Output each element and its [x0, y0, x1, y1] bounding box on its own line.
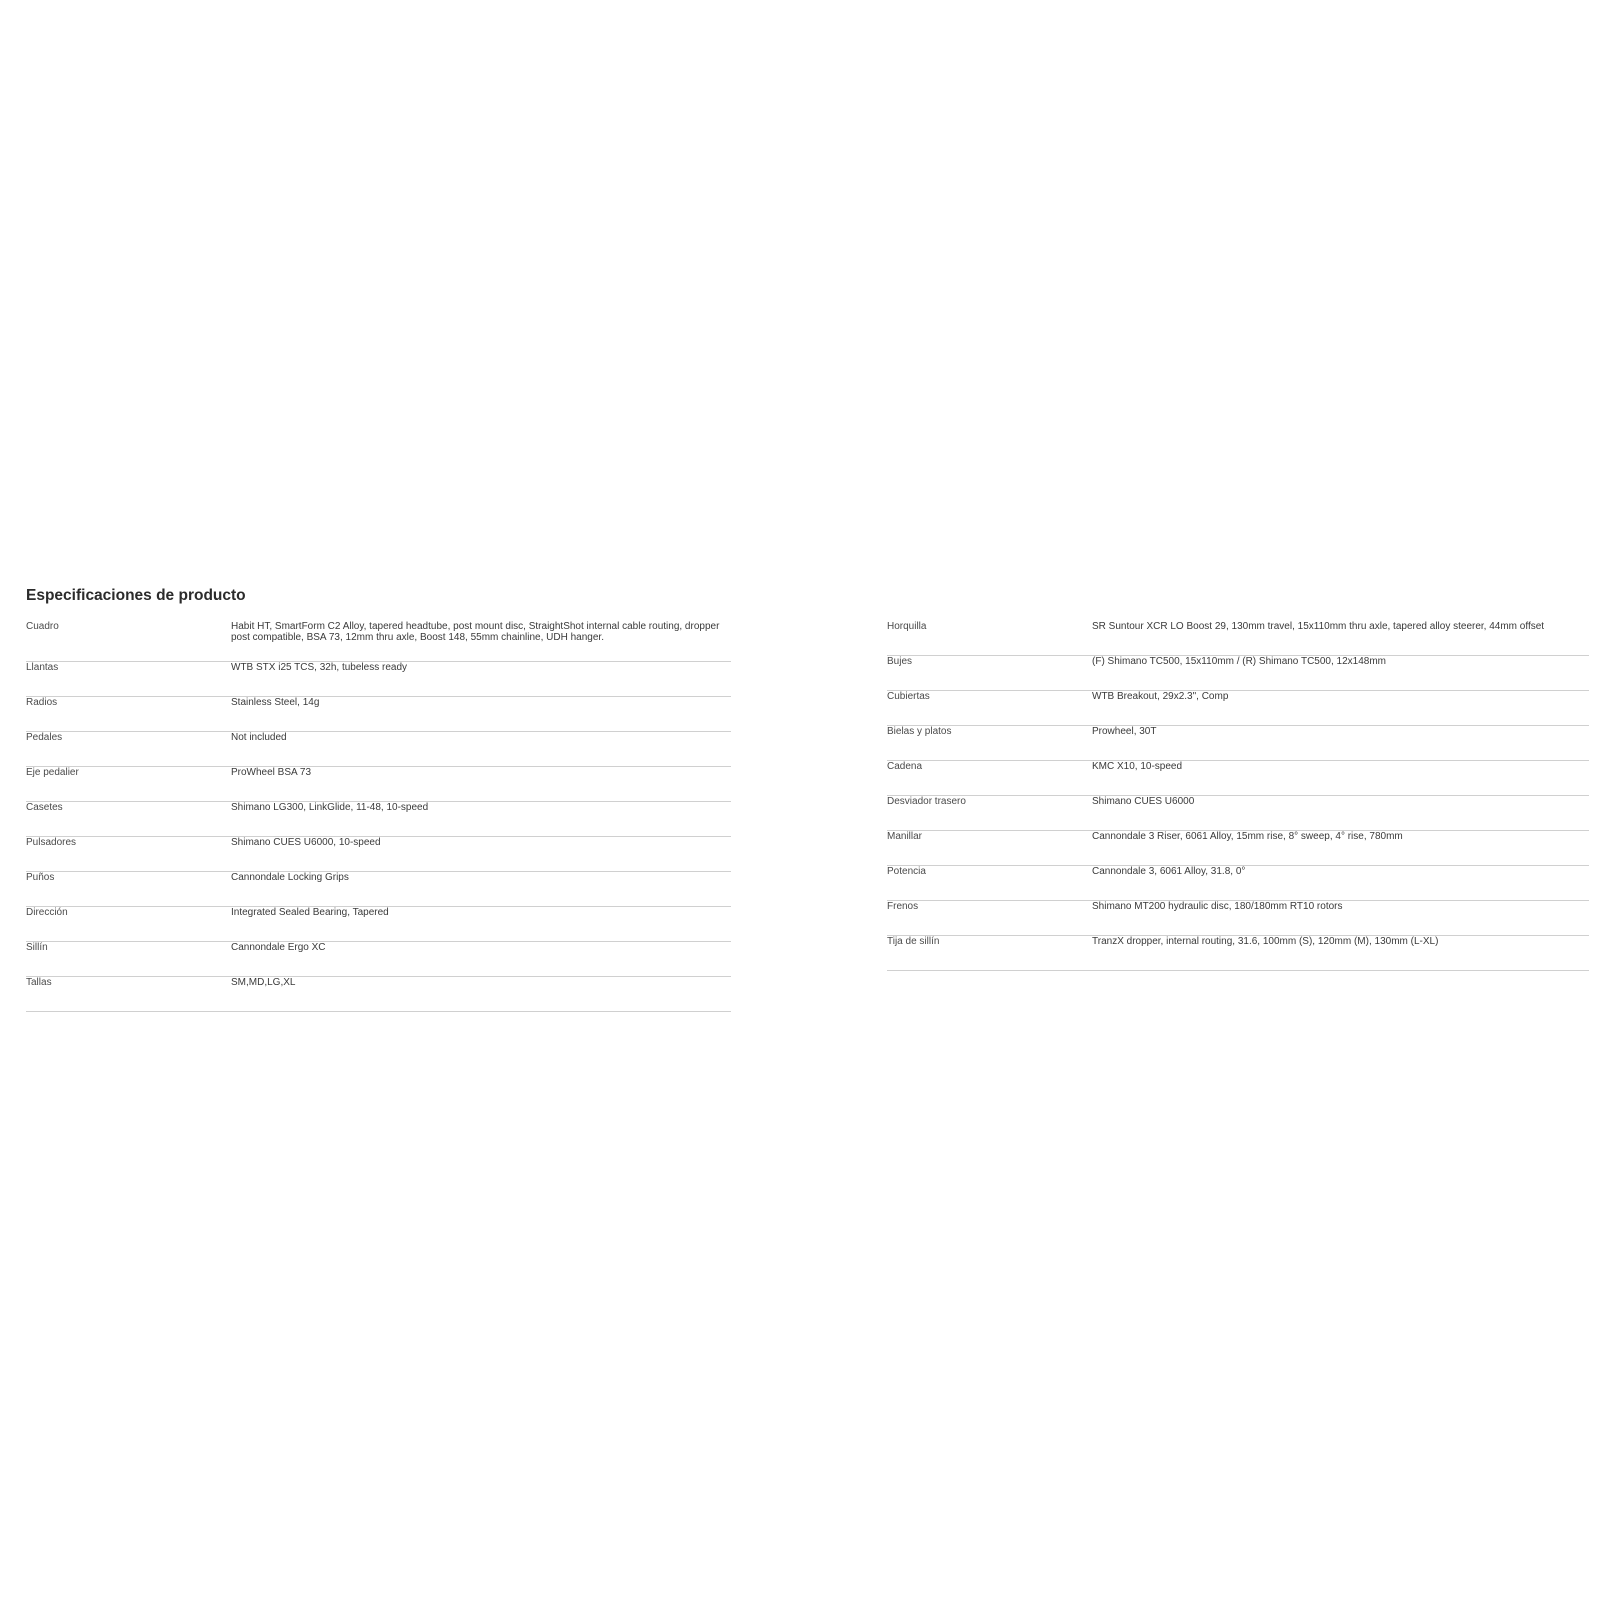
spec-value: SM,MD,LG,XL [231, 977, 296, 988]
spec-row [887, 831, 1589, 866]
spec-row [26, 942, 731, 977]
spec-label: Sillín [26, 942, 48, 953]
spec-value: Shimano CUES U6000 [1092, 796, 1195, 807]
spec-row [26, 621, 731, 662]
spec-row [26, 767, 731, 802]
spec-value: WTB Breakout, 29x2.3", Comp [1092, 691, 1229, 702]
spec-row [26, 872, 731, 907]
spec-row [26, 732, 731, 767]
spec-value: Cannondale Locking Grips [231, 872, 349, 883]
spec-value: WTB STX i25 TCS, 32h, tubeless ready [231, 662, 408, 673]
spec-label: Desviador trasero [887, 796, 966, 807]
spec-value: SR Suntour XCR LO Boost 29, 130mm travel, 15x110mm thru axle, tapered alloy steerer, 44mm offset [1092, 621, 1545, 632]
spec-row [887, 796, 1589, 831]
spec-value: Shimano LG300, LinkGlide, 11-48, 10-speed [231, 802, 429, 813]
spec-row [26, 662, 731, 697]
spec-value: Habit HT, SmartForm C2 Alloy, tapered headtube, post mount disc, StraightShot internal cable routing, dropper post compatible, BSA 73, 12mm thru axle, Boost 148, 55mm chainline, UDH hanger. [231, 621, 720, 643]
spec-label: Llantas [26, 662, 59, 673]
spec-row [887, 726, 1589, 761]
spec-row [26, 837, 731, 872]
spec-label: Radios [26, 697, 58, 708]
spec-value: KMC X10, 10-speed [1092, 761, 1183, 772]
spec-row [887, 621, 1589, 656]
specs-left-column [26, 621, 731, 1012]
spec-row [887, 901, 1589, 936]
spec-value: Shimano CUES U6000, 10-speed [231, 837, 381, 848]
spec-value: Shimano MT200 hydraulic disc, 180/180mm RT10 rotors [1092, 901, 1343, 912]
spec-label: Tallas [26, 977, 52, 988]
spec-row [26, 802, 731, 837]
spec-value: TranzX dropper, internal routing, 31.6, 100mm (S), 120mm (M), 130mm (L-XL) [1092, 936, 1439, 947]
spec-label: Casetes [26, 802, 63, 813]
specs-right-column [887, 621, 1589, 971]
spec-value: Prowheel, 30T [1092, 726, 1157, 737]
spec-label: Cadena [887, 761, 923, 772]
spec-label: Dirección [26, 907, 68, 918]
spec-row [887, 866, 1589, 901]
spec-row [26, 977, 731, 1012]
spec-row [26, 907, 731, 942]
specs-title: Especificaciones de producto [26, 587, 246, 604]
spec-label: Manillar [887, 831, 923, 842]
spec-label: Cubiertas [887, 691, 930, 702]
spec-label: Potencia [887, 866, 926, 877]
spec-row [887, 761, 1589, 796]
spec-value: Stainless Steel, 14g [231, 697, 320, 708]
spec-value: Cannondale 3 Riser, 6061 Alloy, 15mm rise, 8° sweep, 4° rise, 780mm [1092, 831, 1403, 842]
spec-row [887, 936, 1589, 971]
spec-row [887, 656, 1589, 691]
spec-label: Bujes [887, 656, 913, 667]
spec-label: Eje pedalier [26, 767, 79, 778]
spec-label: Pulsadores [26, 837, 77, 848]
spec-value: Integrated Sealed Bearing, Tapered [231, 907, 389, 918]
spec-row [26, 697, 731, 732]
spec-label: Pedales [26, 732, 63, 743]
spec-value: Cannondale Ergo XC [231, 942, 326, 953]
spec-value: Not included [231, 732, 287, 743]
spec-label: Cuadro [26, 621, 59, 632]
spec-value: ProWheel BSA 73 [231, 767, 312, 778]
spec-label: Horquilla [887, 621, 927, 632]
spec-label: Puños [26, 872, 55, 883]
spec-label: Frenos [887, 901, 919, 912]
spec-label: Bielas y platos [887, 726, 952, 737]
spec-row [887, 691, 1589, 726]
spec-value: (F) Shimano TC500, 15x110mm / (R) Shimano TC500, 12x148mm [1092, 656, 1387, 667]
spec-value: Cannondale 3, 6061 Alloy, 31.8, 0° [1092, 866, 1246, 877]
spec-label: Tija de sillín [887, 936, 940, 947]
